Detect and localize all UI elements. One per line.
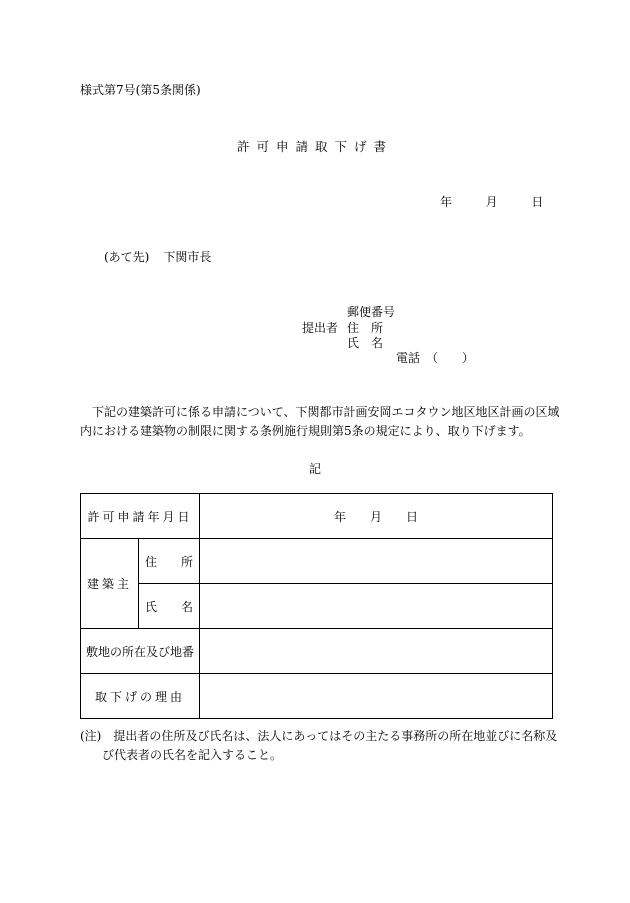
site-location-label: 敷地の所在及び地番: [81, 629, 200, 674]
details-table: [80, 493, 553, 719]
table-row: [81, 584, 553, 629]
table-row: [81, 539, 553, 584]
owner-name-field[interactable]: [200, 584, 553, 629]
footnote-line-2: び代表者の氏名を記入すること。: [102, 748, 283, 762]
table-row: [81, 629, 553, 674]
footnote: [80, 727, 560, 765]
addressee: [104, 248, 211, 265]
owner-address-field[interactable]: [200, 539, 553, 584]
withdrawal-reason-label: 取下げの理由: [81, 674, 200, 719]
submitter-name-label: 氏 名: [347, 336, 384, 350]
owner-name-label: 氏 名: [139, 584, 200, 629]
date-month: 月: [485, 195, 498, 209]
addressee-name: 下関市長: [163, 250, 212, 264]
addressee-prefix: (あて先): [104, 250, 150, 264]
table-row: [81, 494, 553, 539]
withdrawal-reason-field[interactable]: [200, 674, 553, 719]
permit-date-label: 許可申請年月日: [81, 494, 200, 539]
footnote-line-1: (注) 提出者の住所及び氏名は、法人にあってはその主たる事務所の所在地並びに名称及: [80, 729, 558, 743]
document-title: 許可申請取下げ書: [236, 139, 393, 154]
submitter-label: 提出者: [302, 321, 339, 335]
postal-code-label: 郵便番号: [347, 305, 396, 319]
ki-heading: 記: [308, 462, 321, 476]
owner-address-label: 住 所: [139, 539, 200, 584]
date-day: 日: [531, 195, 544, 209]
owner-label: 建築主: [81, 539, 139, 629]
date-year: 年: [440, 195, 453, 209]
submission-date: [440, 193, 543, 210]
submitter-phone-label: 電話 （ ）: [396, 351, 475, 365]
form-number: 様式第7号(第5条関係): [80, 83, 201, 97]
site-location-field[interactable]: [200, 629, 553, 674]
table-row: [81, 674, 553, 719]
submitter-address-label: 住 所: [347, 321, 384, 335]
body-paragraph: 下記の建築許可に係る申請について、下関都市計画安岡エコタウン地区地区計画の区域内における建築物の制限に関する条例施行規則第5条の規定により、取り下げます。: [80, 405, 560, 438]
permit-date-value[interactable]: 年 月 日: [200, 494, 553, 539]
